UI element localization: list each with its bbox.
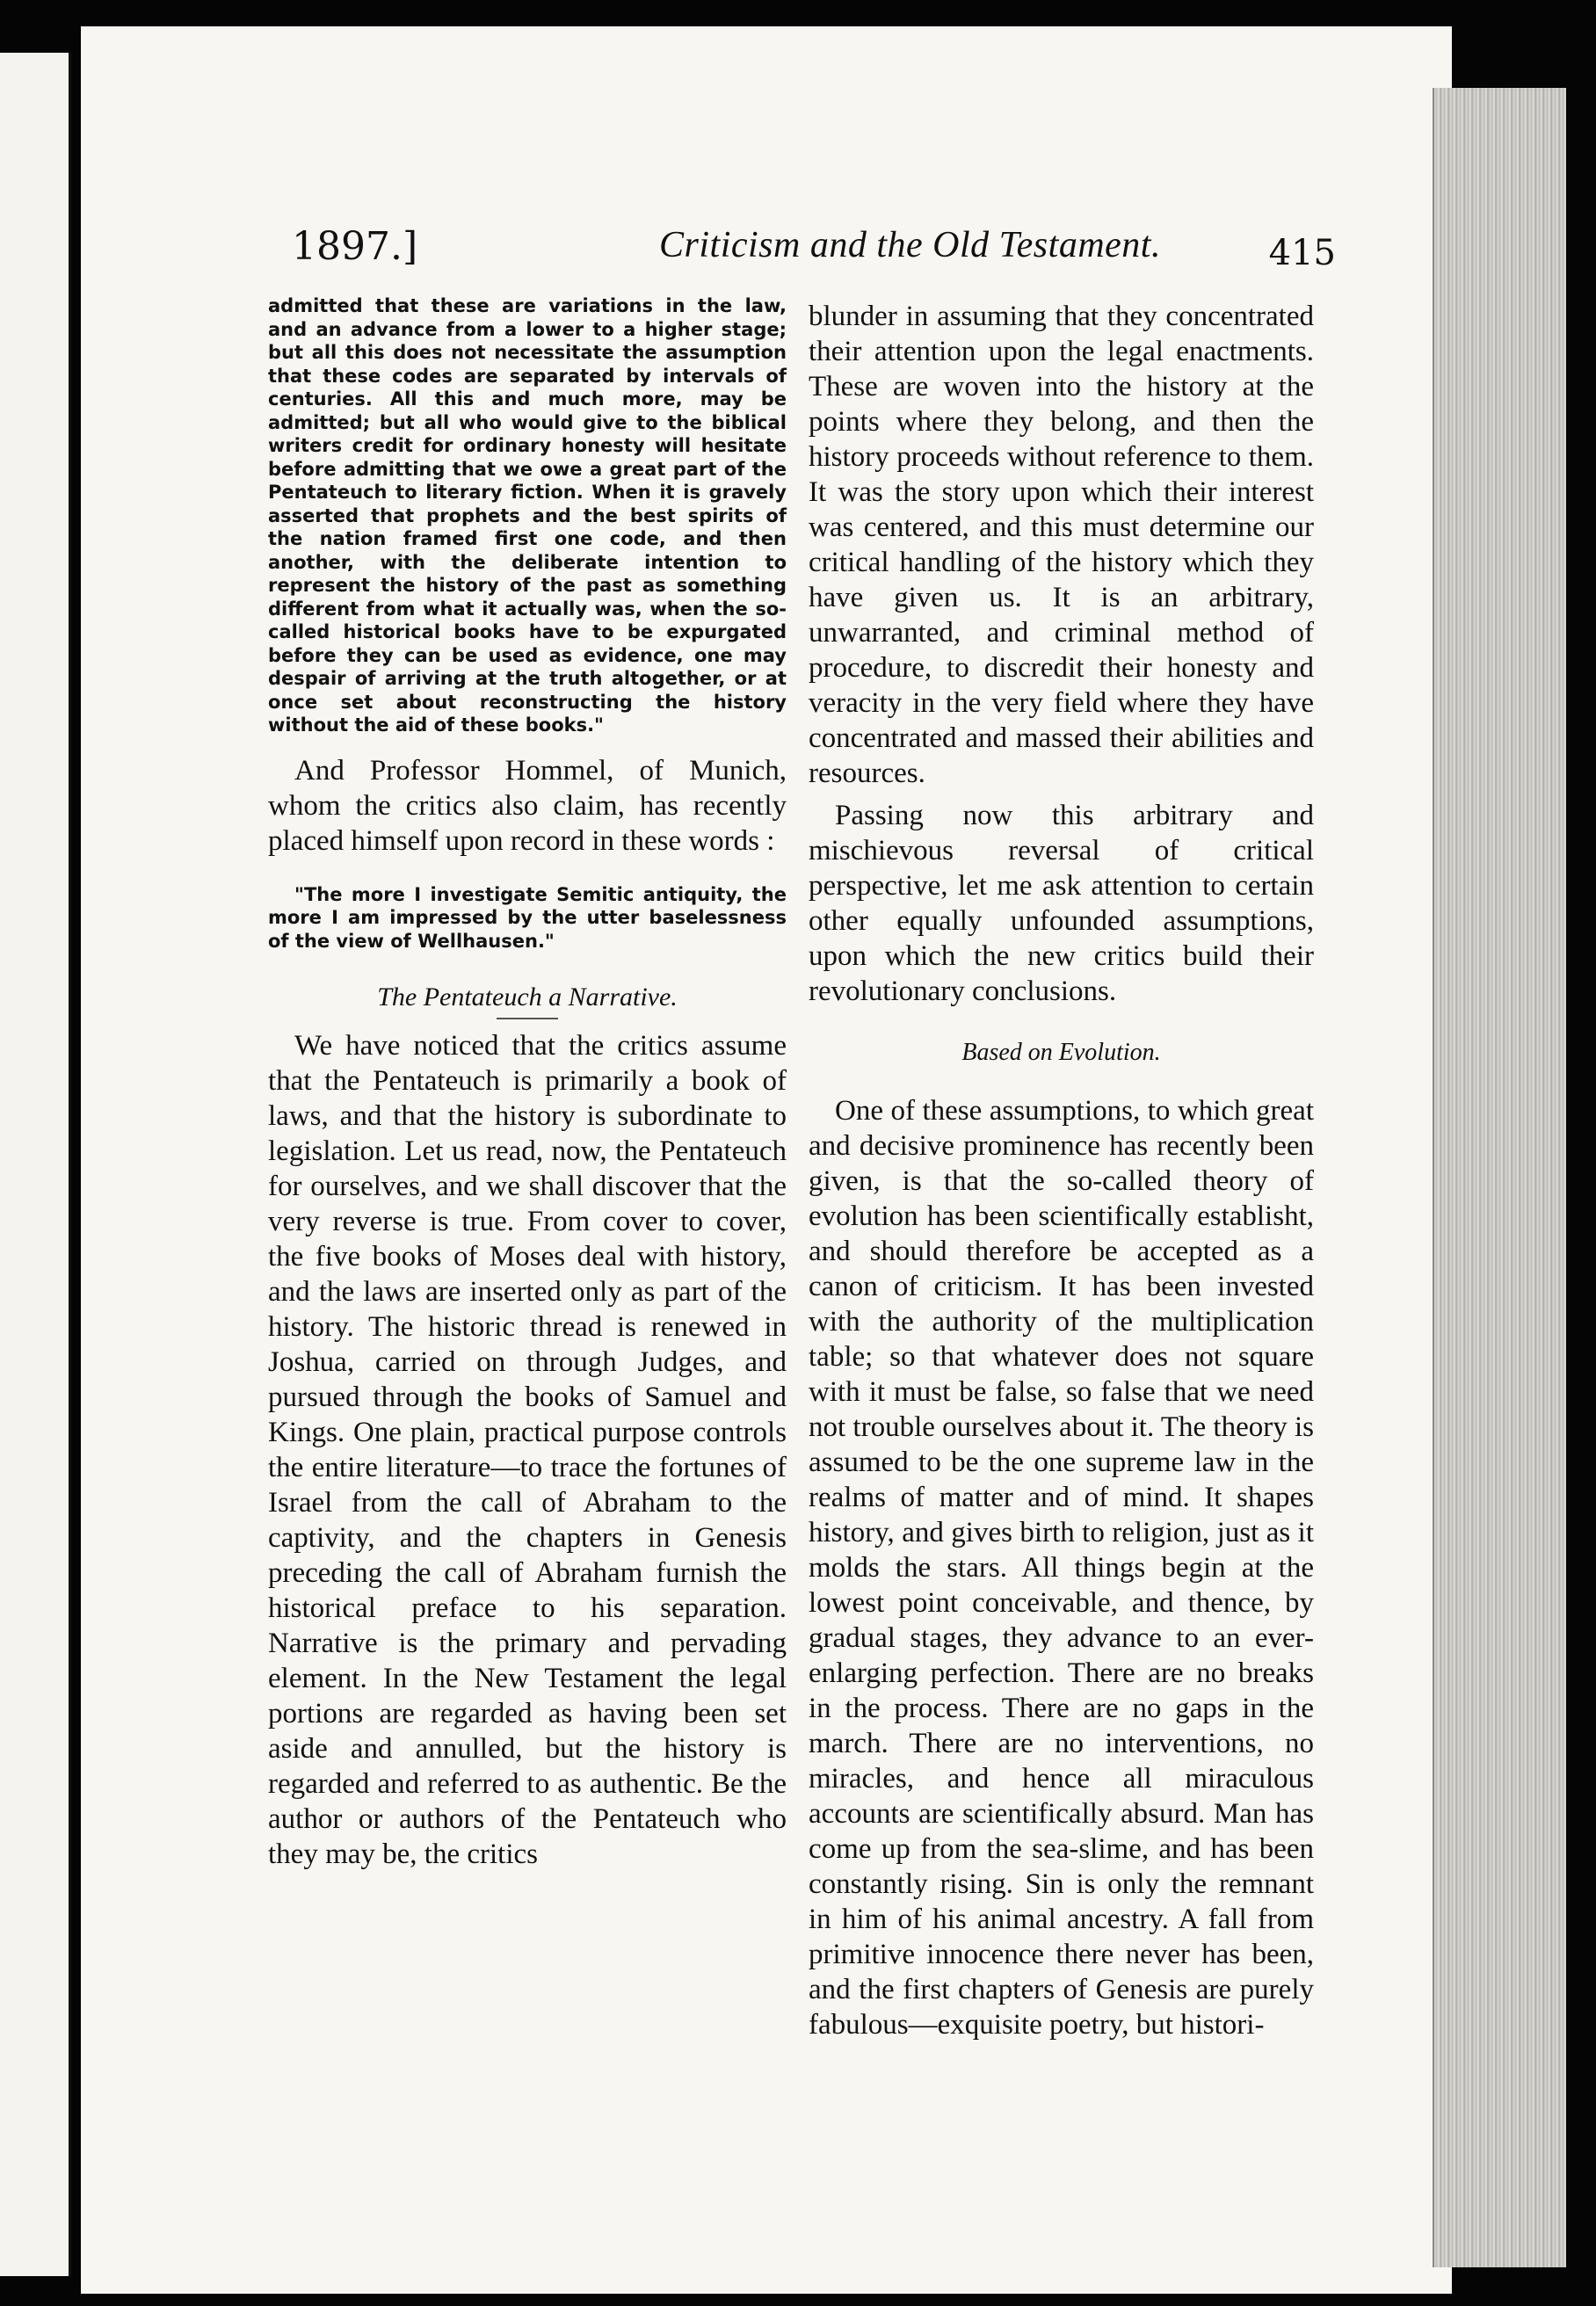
page-number: 415 xyxy=(1268,233,1336,273)
header-title: Criticism and the Old Testament. xyxy=(659,225,1161,265)
block-quote-1: admitted that these are variations in the law, and an advance from a lower to a higher stage; but all this does not necessitate the assumption that these codes are separated by intervals of centuries. All this and much more, may be admitted; but all who would give to the biblical writers credit for ordinary honesty will hesitate before admitting that we owe a great part of the Pentateuch to literary fiction. When it is gravely asserted that prophets and the best spirits of the nation framed first one code, and then another, with the deliberate intention to represent the history of the past as something different from what it actually was, when the so-called historical books have to be expurgated before they can be used as evidence, one may despair of arriving at the truth altogether, or at once set about reconstructing the history without the aid of these books." xyxy=(268,295,787,736)
right-column xyxy=(809,299,1314,2042)
paragraph-blunder: blunder in assuming that they concentrated their attention upon the legal enactments. These are woven into the history at the points where they belong, and then the history proceeds without reference to them. It was the story upon which their interest was centered, and this must determine our critical handling of the history which they have given us. It is an arbitrary, unwarranted, and criminal method of procedure, to discredit their honesty and veracity in the very field where they have concentrated and massed their abilities and resources. xyxy=(809,301,1314,789)
facing-page-edge xyxy=(0,53,71,2276)
paragraph-evolution: One of these assumptions, to which great and decisive prominence has recently been given, is that the so-called theory of evolution has been scientifically establisht, and should therefore be accepted as a canon of criticism. It has been invested with the authority of the multiplication table; so that whatever does not square with it must be false, so false that we need not trouble ourselves about it. The theory is assumed to be the one supreme law in the realms of matter and of mind. It shapes history, and gives birth to religion, just as it molds the stars. All things begin at the lowest point conceivable, and thence, by gradual stages, they advance to an ever-enlarging perfection. There are no breaks in the process. There are no gaps in the march. There are no interventions, no miracles, and hence all miraculous accounts are scientifically absurd. Man has come up from the sea-slime, and has been constantly rising. Sin is only the remnant in him of his animal ancestry. A fall from primitive innocence there never has been, and the first chapters of Genesis are purely fabulous—exquisite poetry, but histori- xyxy=(809,1095,1314,2041)
paragraph-hommel: And Professor Hommel, of Munich, whom the critics also claim, has recently placed himself upon record in these words : xyxy=(268,754,787,857)
header-year: 1897.] xyxy=(292,224,418,269)
section-heading-evolution: Based on Evolution. xyxy=(961,1039,1161,1066)
section-heading-narrative: The Pentateuch a Narrative. xyxy=(377,983,678,1012)
paragraph-passing: Passing now this arbitrary and mischievous reversal of critical perspective, let me ask attention to certain other equally unfounded assumptions, upon which the new critics build their revolutionary conclusions. xyxy=(809,800,1314,1007)
left-column xyxy=(268,294,787,1872)
heading-rule xyxy=(497,1018,558,1019)
page-block-edges xyxy=(1433,88,1566,2267)
running-header xyxy=(211,224,1336,286)
block-quote-2: "The more I investigate Semitic antiquity, the more I am impressed by the utter baselessness of the view of Wellhausen." xyxy=(268,883,787,952)
paragraph-narrative: We have noticed that the critics assume that the Pentateuch is primarily a book of laws, and that the history is subordinate to legislation. Let us read, now, the Pentateuch for ourselves, and we shall discover that the very reverse is true. From cover to cover, the five books of Moses deal with history, and the laws are inserted only as part of the history. The historic thread is renewed in Joshua, carried on through Judges, and pursued through the books of Samuel and Kings. One plain, practical purpose controls the entire literature—to trace the fortunes of Israel from the call of Abraham to the captivity, and the chapters in Genesis preceding the call of Abraham furnish the historical preface to his separation. Narrative is the primary and pervading element. In the New Testament the legal portions are regarded as having been set aside and annulled, but the history is regarded and referred to as authentic. Be the author or authors of the Pentateuch who they may be, the critics xyxy=(268,1030,787,1870)
